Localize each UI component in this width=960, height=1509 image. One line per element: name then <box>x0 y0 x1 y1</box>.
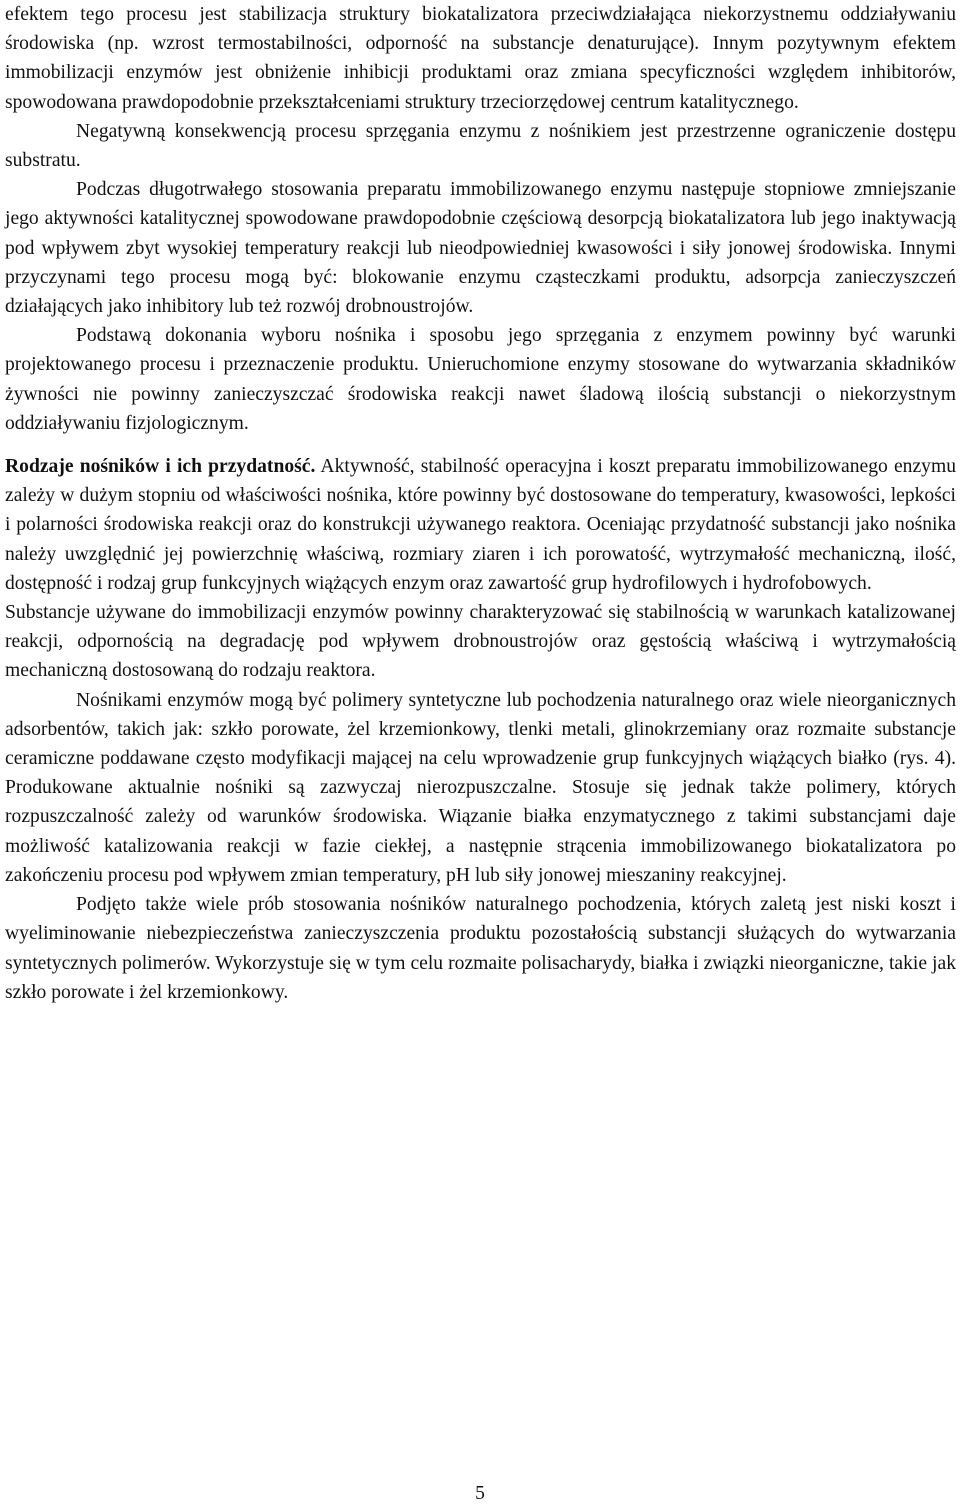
section-body-text: Aktywność, stabilność operacyjna i koszt preparatu immobilizowanego enzymu zależy w dużym stopniu od właściwości nośnika, które powinny być dostosowane do temperatury, kwasowości, lepkości i polarności środowiska reakcji oraz do konstrukcji używanego reaktora. Oceniając przydatność substancji jako nośnika należy uwzględnić jej powierzchnię właściwą, rozmiary ziaren i ich porowatość, wytrzymałość mechaniczną, ilość, dostępność i rodzaj grup funkcyjnych wiążących enzym oraz zawartość grup hydrofilowych i hydrofobowych. <box>5 456 956 594</box>
paragraph-natural-carriers: Podjęto także wiele prób stosowania nośników naturalnego pochodzenia, których zaletą jest niski koszt i wyeliminowanie niebezpieczeństwa zanieczyszczenia produktu pozostałością substancji służących do wytwarzania syntetycznych polimerów. Wykorzystuje się w tym celu rozmaite polisacharydy, białka i związki nieorganiczne, takie jak szkło porowate i żel krzemionkowy. <box>5 894 956 1003</box>
section-carrier-types <box>5 452 956 598</box>
paragraph-immobilization-effects: efektem tego procesu jest stabilizacja struktury biokatalizatora przeciwdziałająca niekorzystnemu oddziaływaniu środowiska (np. wzrost termostabilności, odporność na substancje denaturujące). Innym pozytywnym efektem immobilizacji enzymów jest obniżenie inhibicji produktami oraz zmiana specyficzności względem inhibitorów, spowodowana prawdopodobnie przekształceniami struktury trzeciorzędowej centrum katalitycznego. <box>5 4 956 113</box>
section-heading: Rodzaje nośników i ich przydatność. <box>5 456 316 478</box>
paragraph-negative-consequence: Negatywną konsekwencją procesu sprzęgania enzymu z nośnikiem jest przestrzenne ograniczenie dostępu substratu. <box>5 120 956 172</box>
document-page <box>5 0 956 1007</box>
paragraph-activity-decrease: Podczas długotrwałego stosowania preparatu immobilizowanego enzymu następuje stopniowe zmniejszanie jego aktywności katalitycznej spowodowane prawdopodobnie częściową desorpcją biokatalizatora lub jego inaktywacją pod wpływem zbyt wysokiej temperatury reakcji lub nieodpowiedniej kwasowości i siły jonowej środowiska. Innymi przyczynami tego procesu mogą być: blokowanie enzymu cząsteczkami produktu, adsorpcja zanieczyszczeń działających jako inhibitory lub też rozwój drobnoustrojów. <box>5 179 956 318</box>
paragraph-carrier-choice: Podstawą dokonania wyboru nośnika i sposobu jego sprzęgania z enzymem powinny być warunki projektowanego procesu i przeznaczenie produktu. Unieruchomione enzymy stosowane do wytwarzania składników żywności nie powinny zanieczyszczać środowiska reakcji nawet śladową ilością substancji o niekorzystnym oddziaływaniu fizjologicznym. <box>5 325 956 434</box>
paragraph-carrier-stability: Substancje używane do immobilizacji enzymów powinny charakteryzować się stabilnością w warunkach katalizowanej reakcji, odpornością na degradację pod wpływem drobnoustrojów oraz gęstością właściwą i wytrzymałością mechaniczną dostosowaną do rodzaju reaktora. <box>5 602 956 682</box>
page-number: 5 <box>475 1483 485 1504</box>
paragraph-carrier-materials: Nośnikami enzymów mogą być polimery syntetyczne lub pochodzenia naturalnego oraz wiele nieorganicznych adsorbentów, takich jak: szkło porowate, żel krzemionkowy, tlenki metali, glinokrzemiany oraz rozmaite substancje ceramiczne poddawane często modyfikacji mającej na celu wprowadzenie grup funkcyjnych wiążących białko (rys. 4). Produkowane aktualnie nośniki są zazwyczaj nierozpuszczalne. Stosuje się jednak także polimery, których rozpuszczalność zależy od warunków środowiska. Wiązanie białka enzymatycznego z takimi substancjami daje możliwość katalizowania reakcji w fazie ciekłej, a następnie strącenia immobilizowanego biokatalizatora po zakończeniu procesu pod wpływem zmian temperatury, pH lub siły jonowej mieszaniny reakcyjnej. <box>5 689 956 886</box>
